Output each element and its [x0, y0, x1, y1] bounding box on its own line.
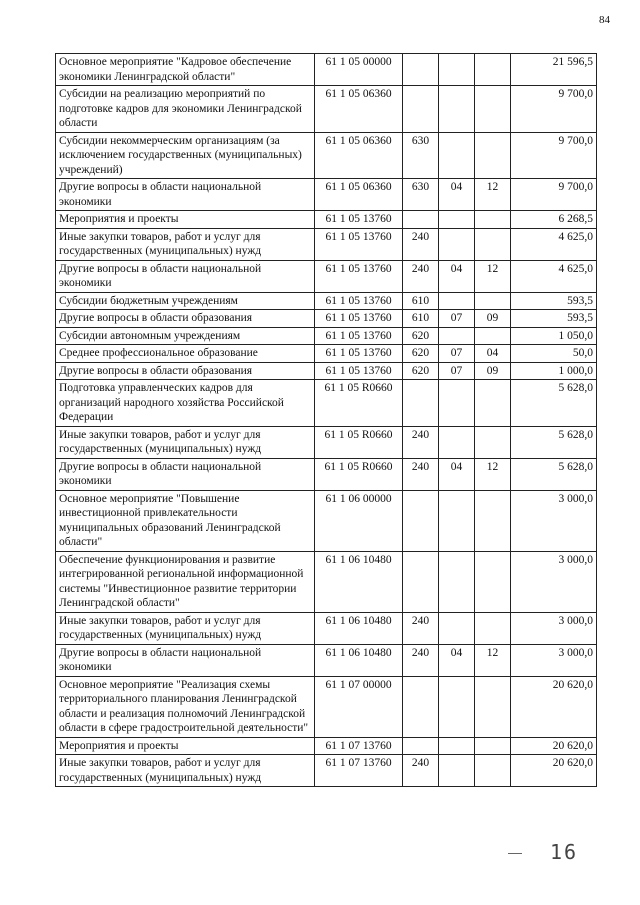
row-name: Иные закупки товаров, работ и услуг для государственных (муниципальных) нужд: [56, 228, 315, 260]
row-code: 61 1 05 00000: [315, 54, 403, 86]
row-subsection: 09: [475, 362, 511, 380]
table-row: [56, 179, 597, 211]
row-name: Другие вопросы в области национальной экономики: [56, 644, 315, 676]
row-code: 61 1 05 13760: [315, 327, 403, 345]
row-section: 04: [439, 260, 475, 292]
table-row: [56, 380, 597, 427]
row-code: 61 1 07 13760: [315, 755, 403, 787]
row-name: Обеспечение функционирования и развитие интегрированной региональной информационной системы "Инвестиционное развитие территории Ленинградской области": [56, 551, 315, 612]
row-code: 61 1 06 10480: [315, 612, 403, 644]
row-name: Основное мероприятие "Реализация схемы территориального планирования Ленинградской области и реализация полномочий Ленинградской области в сфере градостроительной деятельности": [56, 676, 315, 737]
row-sum: 3 000,0: [511, 644, 597, 676]
table-row: [56, 54, 597, 86]
row-expense-type: 610: [403, 310, 439, 328]
row-section: 07: [439, 345, 475, 363]
row-code: 61 1 05 13760: [315, 345, 403, 363]
row-sum: 3 000,0: [511, 551, 597, 612]
row-section: [439, 380, 475, 427]
row-subsection: [475, 676, 511, 737]
row-name: Основное мероприятие "Повышение инвестиционной привлекательности муниципальных образований Ленинградской области": [56, 490, 315, 551]
table-row: [56, 327, 597, 345]
row-section: [439, 132, 475, 179]
table-row: [56, 458, 597, 490]
row-expense-type: 240: [403, 228, 439, 260]
row-subsection: 09: [475, 310, 511, 328]
row-sum: 3 000,0: [511, 612, 597, 644]
row-code: 61 1 05 13760: [315, 260, 403, 292]
row-expense-type: 620: [403, 327, 439, 345]
row-section: 04: [439, 644, 475, 676]
row-code: 61 1 05 R0660: [315, 380, 403, 427]
row-expense-type: 240: [403, 612, 439, 644]
row-section: [439, 54, 475, 86]
row-sum: 5 628,0: [511, 380, 597, 427]
row-sum: 593,5: [511, 292, 597, 310]
row-sum: 9 700,0: [511, 179, 597, 211]
row-section: [439, 211, 475, 229]
row-code: 61 1 05 13760: [315, 310, 403, 328]
row-sum: 1 000,0: [511, 362, 597, 380]
budget-table: [55, 53, 597, 787]
row-section: [439, 551, 475, 612]
row-sum: 3 000,0: [511, 490, 597, 551]
row-expense-type: 240: [403, 755, 439, 787]
row-sum: 4 625,0: [511, 260, 597, 292]
row-expense-type: [403, 54, 439, 86]
row-section: 07: [439, 362, 475, 380]
row-name: Другие вопросы в области национальной экономики: [56, 179, 315, 211]
row-code: 61 1 06 00000: [315, 490, 403, 551]
row-name: Другие вопросы в области образования: [56, 310, 315, 328]
footer-dash: [508, 853, 522, 854]
row-subsection: 12: [475, 260, 511, 292]
row-expense-type: [403, 737, 439, 755]
row-name: Субсидии бюджетным учреждениям: [56, 292, 315, 310]
row-sum: 1 050,0: [511, 327, 597, 345]
row-code: 61 1 05 13760: [315, 211, 403, 229]
row-code: 61 1 06 10480: [315, 551, 403, 612]
row-name: Иные закупки товаров, работ и услуг для государственных (муниципальных) нужд: [56, 612, 315, 644]
row-code: 61 1 07 13760: [315, 737, 403, 755]
row-sum: 5 628,0: [511, 426, 597, 458]
row-section: 07: [439, 310, 475, 328]
table-row: [56, 228, 597, 260]
row-section: [439, 426, 475, 458]
row-subsection: [475, 132, 511, 179]
table-row: [56, 490, 597, 551]
row-expense-type: [403, 490, 439, 551]
table-row: [56, 292, 597, 310]
row-subsection: [475, 426, 511, 458]
row-sum: 4 625,0: [511, 228, 597, 260]
row-subsection: [475, 737, 511, 755]
table-row: [56, 310, 597, 328]
table-row: [56, 755, 597, 787]
row-subsection: 12: [475, 458, 511, 490]
row-subsection: [475, 211, 511, 229]
row-section: [439, 490, 475, 551]
table-row: [56, 345, 597, 363]
row-name: Мероприятия и проекты: [56, 737, 315, 755]
row-expense-type: 620: [403, 362, 439, 380]
row-code: 61 1 05 06360: [315, 132, 403, 179]
row-name: Субсидии на реализацию мероприятий по подготовке кадров для экономики Ленинградской области: [56, 86, 315, 133]
table-row: [56, 260, 597, 292]
row-name: Субсидии некоммерческим организациям (за исключением государственных (муниципальных) учреждений): [56, 132, 315, 179]
row-subsection: [475, 612, 511, 644]
row-sum: 20 620,0: [511, 737, 597, 755]
row-code: 61 1 05 06360: [315, 86, 403, 133]
row-subsection: [475, 54, 511, 86]
row-section: [439, 676, 475, 737]
row-subsection: [475, 327, 511, 345]
row-expense-type: [403, 211, 439, 229]
table-row: [56, 644, 597, 676]
row-name: Субсидии автономным учреждениям: [56, 327, 315, 345]
row-code: 61 1 05 13760: [315, 292, 403, 310]
row-section: 04: [439, 179, 475, 211]
row-subsection: [475, 755, 511, 787]
row-expense-type: 630: [403, 179, 439, 211]
row-expense-type: [403, 551, 439, 612]
row-expense-type: [403, 380, 439, 427]
table-row: [56, 132, 597, 179]
row-expense-type: 240: [403, 458, 439, 490]
row-code: 61 1 06 10480: [315, 644, 403, 676]
row-expense-type: 240: [403, 426, 439, 458]
row-name: Основное мероприятие "Кадровое обеспечение экономики Ленинградской области": [56, 54, 315, 86]
row-name: Подготовка управленческих кадров для организаций народного хозяйства Российской Федерации: [56, 380, 315, 427]
row-sum: 20 620,0: [511, 676, 597, 737]
row-name: Среднее профессиональное образование: [56, 345, 315, 363]
row-section: [439, 327, 475, 345]
row-expense-type: 620: [403, 345, 439, 363]
row-code: 61 1 05 06360: [315, 179, 403, 211]
row-section: [439, 737, 475, 755]
row-sum: 21 596,5: [511, 54, 597, 86]
row-code: 61 1 05 13760: [315, 228, 403, 260]
row-subsection: 04: [475, 345, 511, 363]
row-name: Другие вопросы в области национальной экономики: [56, 260, 315, 292]
row-subsection: [475, 490, 511, 551]
budget-table-body: [56, 54, 597, 787]
row-name: Мероприятия и проекты: [56, 211, 315, 229]
row-subsection: [475, 86, 511, 133]
row-name: Другие вопросы в области образования: [56, 362, 315, 380]
row-sum: 5 628,0: [511, 458, 597, 490]
row-section: 04: [439, 458, 475, 490]
row-subsection: [475, 551, 511, 612]
row-code: 61 1 05 13760: [315, 362, 403, 380]
row-subsection: [475, 380, 511, 427]
row-name: Иные закупки товаров, работ и услуг для государственных (муниципальных) нужд: [56, 426, 315, 458]
row-sum: 50,0: [511, 345, 597, 363]
row-sum: 6 268,5: [511, 211, 597, 229]
row-subsection: [475, 292, 511, 310]
row-expense-type: [403, 86, 439, 133]
row-section: [439, 228, 475, 260]
row-sum: 9 700,0: [511, 132, 597, 179]
table-row: [56, 86, 597, 133]
table-row: [56, 362, 597, 380]
row-expense-type: 240: [403, 644, 439, 676]
row-section: [439, 292, 475, 310]
table-row: [56, 426, 597, 458]
row-sum: 20 620,0: [511, 755, 597, 787]
row-subsection: [475, 228, 511, 260]
row-expense-type: [403, 676, 439, 737]
row-section: [439, 86, 475, 133]
row-subsection: 12: [475, 179, 511, 211]
table-row: [56, 612, 597, 644]
footer-mark: 16: [550, 840, 579, 864]
row-code: 61 1 07 00000: [315, 676, 403, 737]
row-section: [439, 612, 475, 644]
row-expense-type: 610: [403, 292, 439, 310]
table-row: [56, 737, 597, 755]
page-number: 84: [599, 14, 610, 26]
row-subsection: 12: [475, 644, 511, 676]
table-row: [56, 551, 597, 612]
row-sum: 593,5: [511, 310, 597, 328]
table-row: [56, 676, 597, 737]
row-expense-type: 630: [403, 132, 439, 179]
row-section: [439, 755, 475, 787]
row-code: 61 1 05 R0660: [315, 426, 403, 458]
table-row: [56, 211, 597, 229]
row-code: 61 1 05 R0660: [315, 458, 403, 490]
row-name: Другие вопросы в области национальной экономики: [56, 458, 315, 490]
row-expense-type: 240: [403, 260, 439, 292]
row-sum: 9 700,0: [511, 86, 597, 133]
row-name: Иные закупки товаров, работ и услуг для государственных (муниципальных) нужд: [56, 755, 315, 787]
